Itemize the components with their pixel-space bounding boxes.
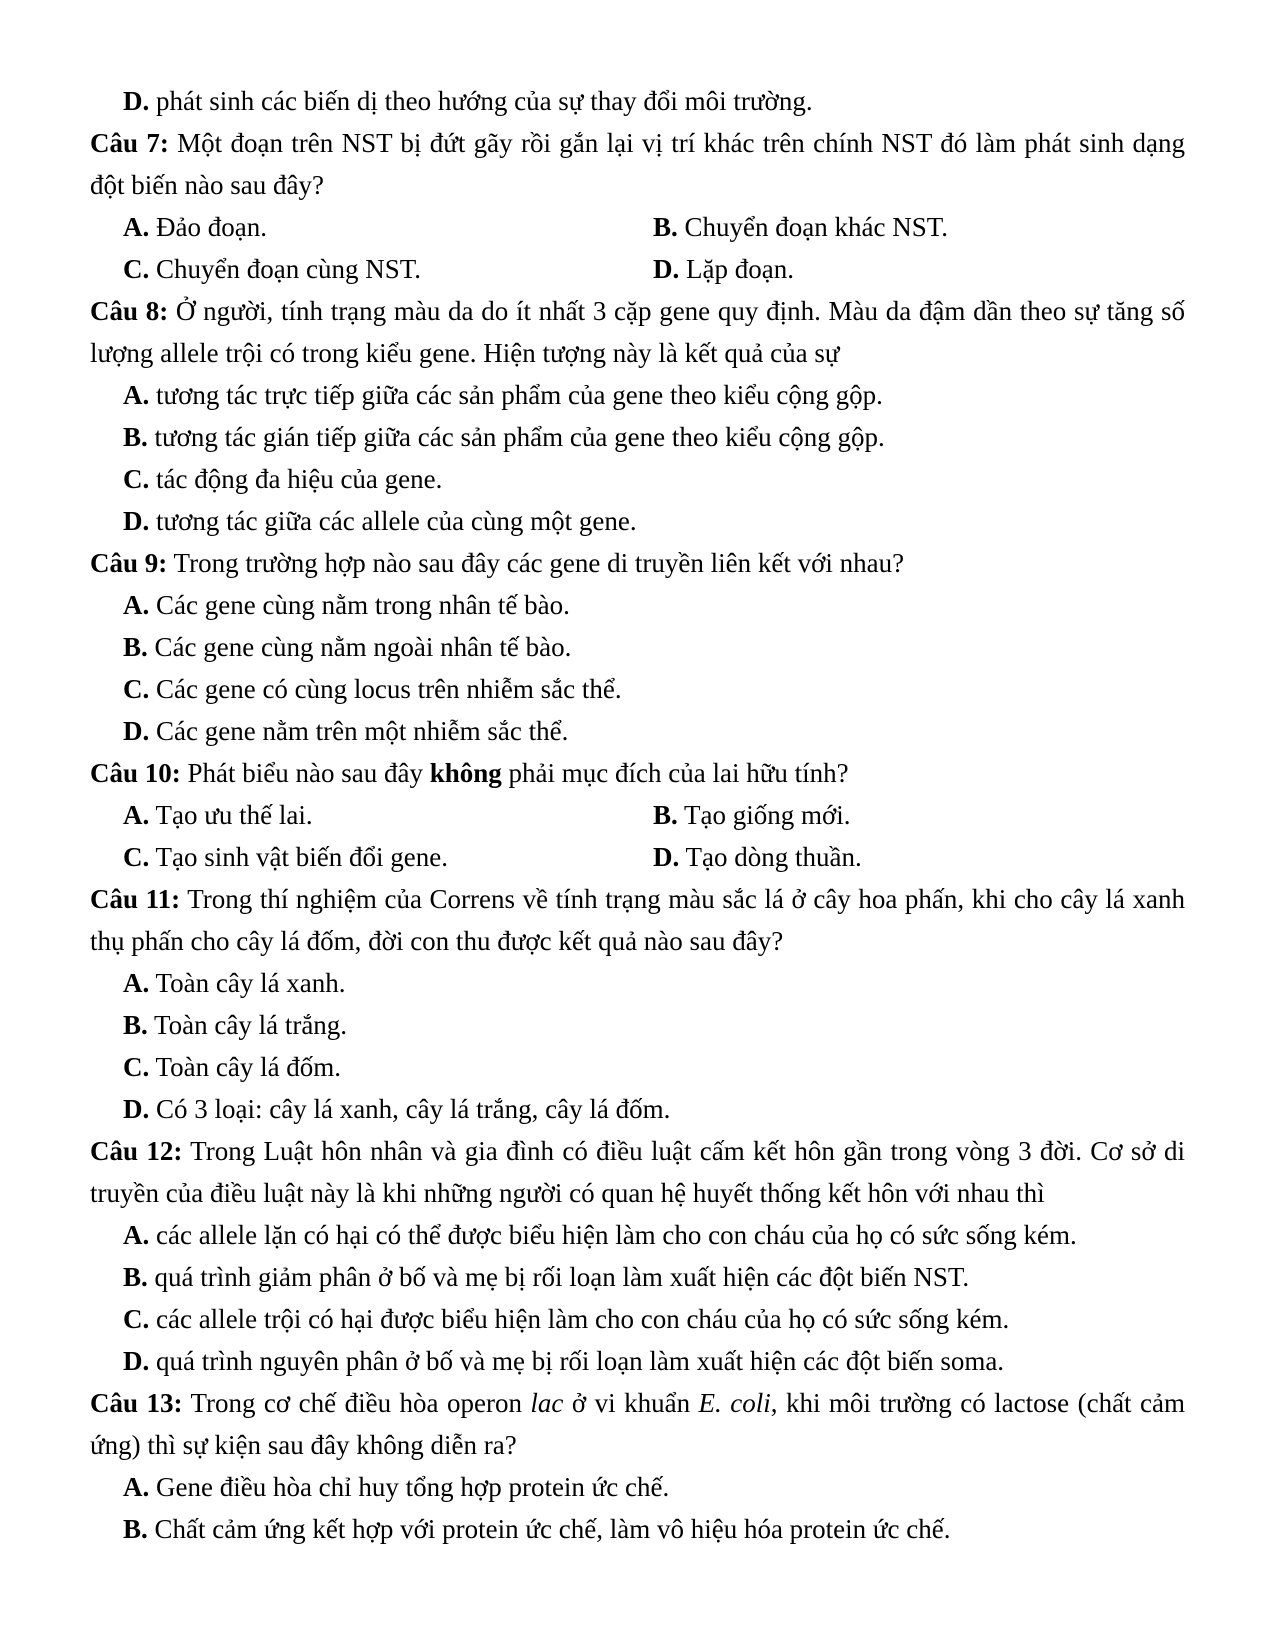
question-12-stem (90, 1130, 1185, 1214)
question-8-number: Câu 8: (90, 296, 169, 326)
option-13-B (90, 1508, 1185, 1550)
option-9-B (90, 626, 1185, 668)
option-12-B (90, 1256, 1185, 1298)
option-12-C-text: các allele trội có hại được biểu hiện làm cho con cháu của họ có sức sống kém. (149, 1304, 1010, 1334)
option-10-A-letter: A. (123, 800, 150, 830)
option-9-C-text: Các gene có cùng locus trên nhiễm sắc thể. (149, 674, 622, 704)
option-6-D-text: phát sinh các biến dị theo hướng của sự thay đổi môi trường. (149, 86, 813, 116)
option-10-A (123, 794, 653, 836)
question-8-text: Ở người, tính trạng màu da do ít nhất 3 cặp gene quy định. Màu da đậm dần theo sự tăng số lượng allele trội có trong kiểu gene. Hiện tượng này là kết quả của sự (90, 296, 1185, 368)
question-9-number: Câu 9: (90, 548, 168, 578)
option-9-D-text: Các gene nằm trên một nhiễm sắc thể. (149, 716, 569, 746)
option-11-A (90, 962, 1185, 1004)
question-7-stem (90, 122, 1185, 206)
question-11-text: Trong thí nghiệm của Correns về tính trạng màu sắc lá ở cây hoa phấn, khi cho cây lá xanh thụ phấn cho cây lá đốm, đời con thu được kết quả nào sau đây? (90, 884, 1185, 956)
question-10-options-row-1 (90, 794, 1185, 836)
option-10-B-text: Tạo giống mới. (677, 800, 851, 830)
question-10-text-before: Phát biểu nào sau đây (180, 758, 430, 788)
question-13-seg-ecoli-italic: E. coli (698, 1388, 771, 1418)
option-12-B-text: quá trình giảm phân ở bố và mẹ bị rối loạn làm xuất hiện các đột biến NST. (147, 1262, 970, 1292)
option-12-A-text: các allele lặn có hại có thể được biểu hiện làm cho con cháu của họ có sức sống kém. (149, 1220, 1077, 1250)
question-11-stem (90, 878, 1185, 962)
option-11-C-letter: C. (123, 1052, 150, 1082)
question-7-options-row-1 (90, 206, 1185, 248)
question-13 (90, 1382, 1185, 1550)
option-7-A-letter: A. (123, 212, 150, 242)
question-8 (90, 290, 1185, 542)
option-7-A-text: Đảo đoạn. (149, 212, 267, 242)
option-12-D-text: quá trình nguyên phân ở bố và mẹ bị rối loạn làm xuất hiện các đột biến soma. (149, 1346, 1005, 1376)
question-11-number: Câu 11: (90, 884, 181, 914)
option-7-C-text: Chuyển đoạn cùng NST. (149, 254, 421, 284)
option-11-D-text: Có 3 loại: cây lá xanh, cây lá trắng, cây lá đốm. (149, 1094, 671, 1124)
option-9-D-letter: D. (123, 716, 150, 746)
option-13-B-text: Chất cảm ứng kết hợp với protein ức chế, làm vô hiệu hóa protein ức chế. (147, 1514, 951, 1544)
question-12 (90, 1130, 1185, 1382)
question-7-text: Một đoạn trên NST bị đứt gãy rồi gắn lại vị trí khác trên chính NST đó làm phát sinh dạng đột biến nào sau đây? (90, 128, 1185, 200)
option-9-A-text: Các gene cùng nằm trong nhân tế bào. (149, 590, 570, 620)
question-9-text: Trong trường hợp nào sau đây các gene di truyền liên kết với nhau? (167, 548, 905, 578)
question-9 (90, 542, 1185, 752)
question-13-seg-1: Trong cơ chế điều hòa operon (182, 1388, 531, 1418)
option-8-D-letter: D. (123, 506, 150, 536)
option-12-A (90, 1214, 1185, 1256)
question-12-number: Câu 12: (90, 1136, 183, 1166)
option-10-D (653, 836, 1185, 878)
option-8-C-text: tác động đa hiệu của gene. (149, 464, 443, 494)
option-11-D (90, 1088, 1185, 1130)
question-13-number: Câu 13: (90, 1388, 183, 1418)
option-9-D (90, 710, 1185, 752)
question-10-text-after: phải mục đích của lai hữu tính? (501, 758, 849, 788)
option-6-D (90, 80, 1185, 122)
option-10-C-letter: C. (123, 842, 150, 872)
option-10-C (123, 836, 653, 878)
option-10-C-text: Tạo sinh vật biến đổi gene. (149, 842, 448, 872)
option-9-C (90, 668, 1185, 710)
option-9-B-letter: B. (123, 632, 148, 662)
option-13-A (90, 1466, 1185, 1508)
option-7-C (123, 248, 653, 290)
option-8-A (90, 374, 1185, 416)
option-8-C (90, 458, 1185, 500)
option-10-D-letter: D. (653, 842, 680, 872)
option-11-D-letter: D. (123, 1094, 150, 1124)
option-12-C (90, 1298, 1185, 1340)
option-7-A (123, 206, 653, 248)
option-7-C-letter: C. (123, 254, 150, 284)
question-8-stem (90, 290, 1185, 374)
option-11-B (90, 1004, 1185, 1046)
option-12-D (90, 1340, 1185, 1382)
option-7-D (653, 248, 1185, 290)
option-8-B (90, 416, 1185, 458)
option-10-A-text: Tạo ưu thế lai. (149, 800, 313, 830)
question-13-seg-2: ở vi khuẩn (563, 1388, 699, 1418)
option-8-A-letter: A. (123, 380, 150, 410)
option-8-D-text: tương tác giữa các allele của cùng một gene. (149, 506, 637, 536)
option-10-D-text: Tạo dòng thuần. (679, 842, 862, 872)
option-13-A-letter: A. (123, 1472, 150, 1502)
question-7-number: Câu 7: (90, 128, 169, 158)
option-13-A-text: Gene điều hòa chỉ huy tổng hợp protein ức chế. (149, 1472, 670, 1502)
option-7-B-letter: B. (653, 212, 678, 242)
option-10-B (653, 794, 1185, 836)
option-13-B-letter: B. (123, 1514, 148, 1544)
option-7-B-text: Chuyển đoạn khác NST. (677, 212, 948, 242)
option-8-A-text: tương tác trực tiếp giữa các sản phẩm của gene theo kiểu cộng gộp. (149, 380, 883, 410)
option-7-D-letter: D. (653, 254, 680, 284)
option-12-C-letter: C. (123, 1304, 150, 1334)
question-13-stem (90, 1382, 1185, 1466)
option-8-D (90, 500, 1185, 542)
question-12-text: Trong Luật hôn nhân và gia đình có điều luật cấm kết hôn gần trong vòng 3 đời. Cơ sở di truyền của điều luật này là khi những người có quan hệ huyết thống kết hôn với nhau thì (90, 1136, 1185, 1208)
option-9-A-letter: A. (123, 590, 150, 620)
question-10-bold-word: không (429, 758, 502, 788)
question-7 (90, 122, 1185, 290)
option-11-C-text: Toàn cây lá đốm. (149, 1052, 342, 1082)
option-8-B-text: tương tác gián tiếp giữa các sản phẩm của gene theo kiểu cộng gộp. (147, 422, 885, 452)
option-11-B-letter: B. (123, 1010, 148, 1040)
option-9-B-text: Các gene cùng nằm ngoài nhân tế bào. (147, 632, 572, 662)
option-10-B-letter: B. (653, 800, 678, 830)
option-12-D-letter: D. (123, 1346, 150, 1376)
option-11-A-text: Toàn cây lá xanh. (149, 968, 346, 998)
option-9-C-letter: C. (123, 674, 150, 704)
question-13-seg-lac-italic: lac (530, 1388, 564, 1418)
question-10 (90, 752, 1185, 878)
option-11-B-text: Toàn cây lá trắng. (147, 1010, 348, 1040)
option-7-D-text: Lặp đoạn. (679, 254, 794, 284)
option-11-C (90, 1046, 1185, 1088)
option-12-B-letter: B. (123, 1262, 148, 1292)
option-6-D-letter: D. (123, 86, 150, 116)
question-11 (90, 878, 1185, 1130)
question-10-stem (90, 752, 1185, 794)
question-10-options-row-2 (90, 836, 1185, 878)
question-13-seg-3: , khi môi trường có lactose (chất cảm ứng) thì sự kiện sau đây không diễn ra? (90, 1388, 1185, 1460)
option-11-A-letter: A. (123, 968, 150, 998)
option-7-B (653, 206, 1185, 248)
option-8-B-letter: B. (123, 422, 148, 452)
question-10-number: Câu 10: (90, 758, 181, 788)
option-12-A-letter: A. (123, 1220, 150, 1250)
option-8-C-letter: C. (123, 464, 150, 494)
question-9-stem (90, 542, 1185, 584)
question-7-options-row-2 (90, 248, 1185, 290)
option-9-A (90, 584, 1185, 626)
